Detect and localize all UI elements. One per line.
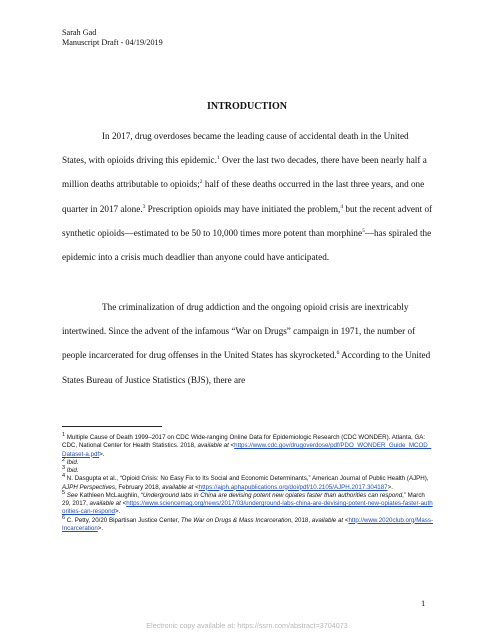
footnote-link[interactable]: https://www.sciencemag.org/news/2017/03/underground-labs-china-are-devising-potent-new-opiates-faster-authorities-can-respond — [62, 500, 433, 516]
p1-sentence-1: In 2017, drug overdoses became the leading cause of accidental death in the United States, with opioids driving this epidemic. — [62, 131, 409, 166]
footnote-bracket-open: < — [120, 500, 127, 507]
footnote-text: N. Dasgupta et al., “Opioid Crisis: No Easy Fix to Its Social and Economic Determinants,” American Journal of Public Health (AJPH), — [65, 475, 429, 483]
page-number: 1 — [421, 598, 426, 608]
draft-date: Manuscript Draft - 04/19/2019 — [62, 38, 163, 47]
footnote-1 — [62, 431, 434, 459]
footnote-available-at: available at — [162, 483, 194, 491]
body-paragraph-1 — [62, 124, 434, 269]
footnote-2 — [62, 456, 434, 467]
footnote-text: C. Petty, 20/20 Bipartisan Justice Center, — [65, 516, 181, 524]
footnote-6 — [62, 514, 434, 534]
footnote-bracket-close: >. — [114, 508, 121, 516]
footnote-text: Kathleen McLaughlin, “ — [77, 491, 143, 499]
footnote-text: Ibid. — [66, 467, 79, 474]
footnote-bracket-close: >. — [97, 524, 104, 532]
footnote-bracket-open: < — [193, 483, 199, 491]
footnote-5 — [62, 489, 434, 517]
footnote-text: Multiple Cause of Death 1999–2017 on CDC Wide-ranging Online Data for Epidemiologic Research (CDC WONDER). Atlanta, GA: CDC, National Center for Health Statistics. 2018, — [62, 434, 426, 450]
footnote-link[interactable]: http://www.2020club.org/Mass-Incarceration — [62, 516, 434, 532]
p1-sentence-4: Prescription opioids may have initiated the problem, — [145, 203, 341, 214]
footnote-title: The War on Drugs & Mass Incarceration — [180, 516, 292, 524]
section-heading: INTRODUCTION — [206, 101, 287, 112]
footnote-bracket-close: >. — [99, 450, 105, 458]
body-paragraph-2 — [62, 295, 434, 392]
footnote-text: Ibid. — [66, 458, 79, 466]
footnote-number: 1 — [62, 431, 66, 438]
footnote-number: 6 — [62, 514, 66, 521]
p1-sentence-6: —has spiraled the epidemic into a crisis much deadlier than anyone could have anticipated. — [62, 227, 432, 263]
footnote-ref-3[interactable]: 3 — [142, 203, 146, 210]
p2-sentence-1: The criminalization of drug addiction and the ongoing opioid crisis are inextricably intertwined. Since the advent of the infamous “War on Drugs” campaign in 1971, the number of people incarcerated for drug offenses in the United States has skyrocketed. — [62, 302, 416, 361]
footnote-link[interactable]: https://www.cdc.gov/drugoverdose/pdf/PDO_WONDER_Guide_MCOD_Dataset-a.pdf — [62, 442, 432, 458]
footnote-available-at: available at — [311, 516, 344, 524]
footnote-available-at: available at — [89, 500, 121, 507]
footnote-ref-4[interactable]: 4 — [340, 203, 344, 210]
p2-sentence-2: According to the United States Bureau of Justice Statistics (BJS), there are — [62, 350, 431, 385]
footnote-number: 3 — [62, 464, 66, 471]
footnote-ref-2[interactable]: 2 — [199, 179, 203, 186]
footnote-available-at: available at — [197, 442, 229, 450]
p1-sentence-5: but the recent advent of synthetic opioids—estimated to be 50 to 10,000 times more potent than morphine — [62, 203, 433, 238]
footnote-text: ,” March 29, 2017, — [62, 491, 425, 507]
footnote-4 — [62, 475, 434, 492]
footnote-bracket-open: < — [228, 442, 235, 450]
p1-sentence-3: half of these deaths occurred in the last three years, and one quarter in 2017 alone. — [62, 179, 425, 214]
author-name: Sarah Gad — [62, 28, 97, 37]
footnote-ref-6[interactable]: 6 — [336, 350, 340, 357]
manuscript-header — [62, 28, 163, 48]
footnote-divider — [62, 426, 162, 427]
footnote-3 — [62, 464, 434, 475]
footnote-ref-1[interactable]: 1 — [216, 155, 220, 162]
footnote-bracket-open: < — [343, 516, 349, 524]
footnote-text: , February 2018, — [114, 483, 163, 491]
footnote-number: 4 — [62, 473, 66, 480]
footnote-number: 5 — [62, 489, 66, 496]
footnote-journal: AJPH Perspectives — [62, 483, 115, 491]
ssrn-footer[interactable]: Electronic copy available at: https://ssrn.com/abstract=3704073 — [146, 621, 348, 630]
footnote-ref-5[interactable]: 5 — [362, 227, 365, 234]
footnote-text: , 2018, — [291, 516, 312, 524]
footnote-number: 2 — [62, 456, 66, 463]
footnote-title: Underground labs in China are devising potent new opiates faster than authorities can respond — [142, 491, 403, 499]
footnote-bracket-close: >. — [387, 483, 393, 491]
footnote-see: See — [65, 491, 78, 499]
footnote-link[interactable]: https://ajph.aphapublications.org/doi/pdf/10.2105/AJPH.2017.304187 — [198, 483, 388, 491]
footnotes — [62, 431, 434, 533]
p1-sentence-2: Over the last two decades, there have been nearly half a million deaths attributable to opioids; — [62, 155, 427, 190]
